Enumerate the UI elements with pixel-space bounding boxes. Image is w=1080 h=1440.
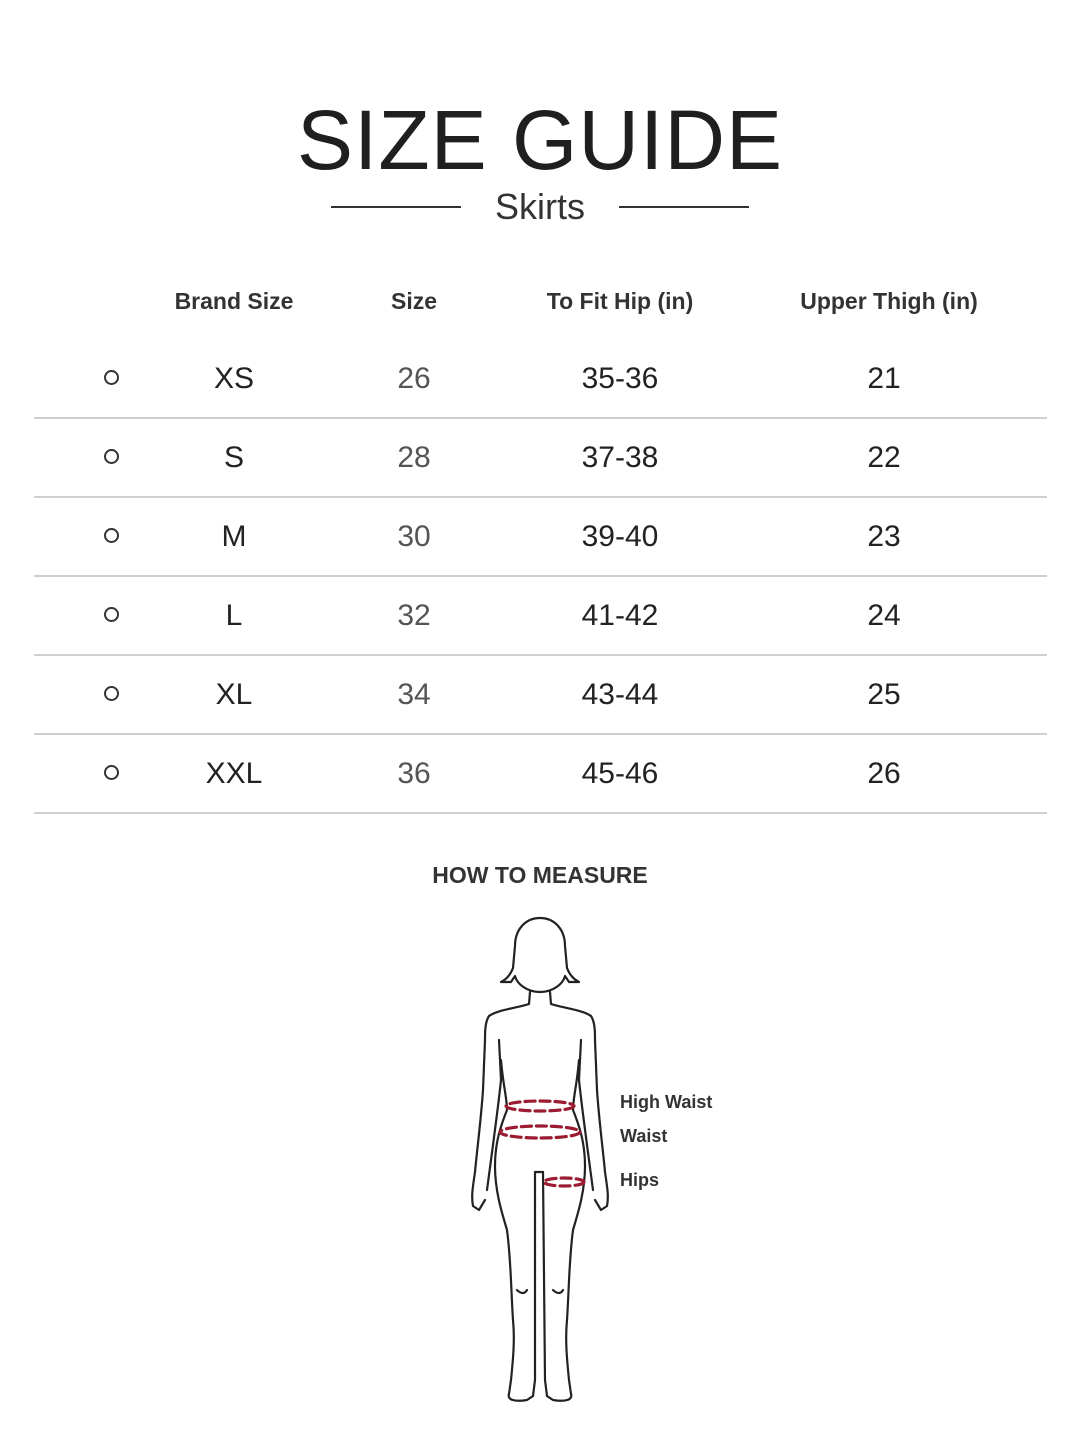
body-figure-icon <box>455 910 625 1410</box>
table-row[interactable] <box>34 340 1047 419</box>
hip-cell: 45-46 <box>581 757 659 790</box>
subtitle-row <box>0 184 1080 230</box>
table-row[interactable] <box>34 577 1047 656</box>
hip-cell: 35-36 <box>581 362 659 395</box>
brand-size-cell: XS <box>213 362 255 395</box>
table-header <box>34 272 1047 340</box>
waist-line <box>500 1126 580 1138</box>
subtitle-right-rule <box>619 206 749 208</box>
size-cell: 32 <box>397 599 431 632</box>
brand-size-cell: S <box>223 441 244 474</box>
column-header-size: Size <box>390 288 438 314</box>
brand-size-cell: M <box>221 520 247 553</box>
how-to-measure-title: HOW TO MEASURE <box>432 862 648 888</box>
hips-label: Hips <box>620 1170 660 1190</box>
column-header-hip: To Fit Hip (in) <box>546 288 694 314</box>
size-cell: 26 <box>397 362 431 395</box>
brand-size-cell: L <box>225 599 243 632</box>
high-waist-label: High Waist <box>620 1092 713 1112</box>
radio-button[interactable] <box>104 528 119 543</box>
high-waist-line <box>506 1101 574 1111</box>
size-cell: 30 <box>397 520 431 553</box>
thigh-cell: 26 <box>867 757 901 790</box>
size-cell: 34 <box>397 678 431 711</box>
radio-button[interactable] <box>104 370 119 385</box>
thigh-cell: 25 <box>867 678 901 711</box>
radio-button[interactable] <box>104 686 119 701</box>
column-header-thigh: Upper Thigh (in) <box>800 288 978 314</box>
brand-size-cell: XL <box>215 678 253 711</box>
radio-button[interactable] <box>104 607 119 622</box>
hips-line <box>544 1178 584 1186</box>
radio-button[interactable] <box>104 765 119 780</box>
table-row[interactable] <box>34 735 1047 814</box>
page-title: SIZE GUIDE <box>296 93 784 187</box>
thigh-cell: 23 <box>867 520 901 553</box>
brand-size-cell: XXL <box>205 757 263 790</box>
hip-cell: 37-38 <box>581 441 659 474</box>
size-cell: 28 <box>397 441 431 474</box>
waist-label: Waist <box>620 1126 668 1146</box>
thigh-cell: 24 <box>867 599 901 632</box>
hip-cell: 39-40 <box>581 520 659 553</box>
hip-cell: 43-44 <box>581 678 659 711</box>
subtitle-left-rule <box>331 206 461 208</box>
table-row[interactable] <box>34 656 1047 735</box>
size-cell: 36 <box>397 757 431 790</box>
hip-cell: 41-42 <box>581 599 659 632</box>
column-header-brand-size: Brand Size <box>174 288 294 314</box>
table-row[interactable] <box>34 419 1047 498</box>
table-row[interactable] <box>34 498 1047 577</box>
radio-button[interactable] <box>104 449 119 464</box>
thigh-cell: 22 <box>867 441 901 474</box>
size-table <box>34 272 1047 814</box>
thigh-cell: 21 <box>867 362 901 395</box>
subtitle: Skirts <box>495 186 585 227</box>
